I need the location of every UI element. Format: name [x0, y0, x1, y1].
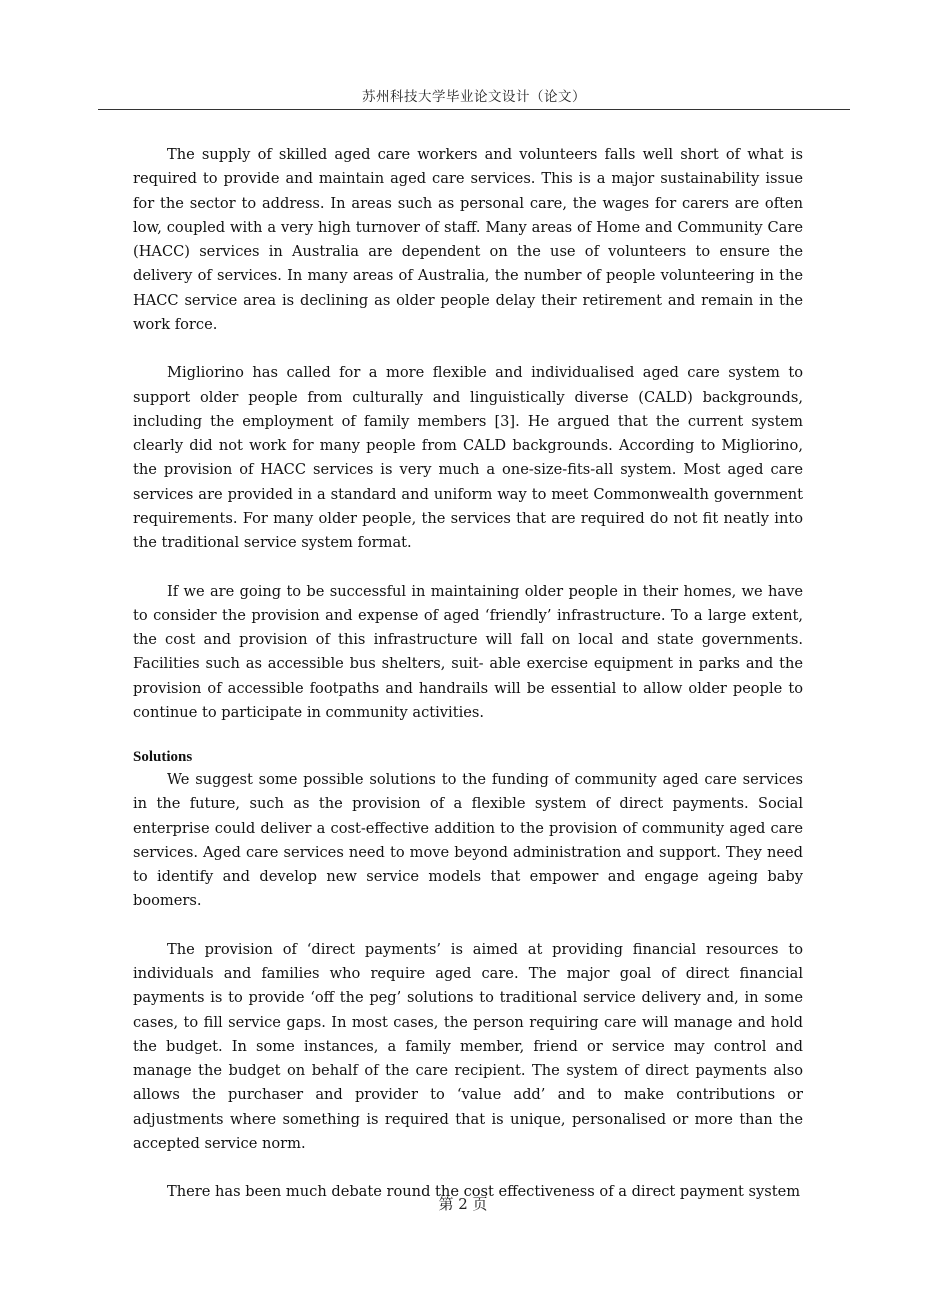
paragraph: We suggest some possible solutions to the funding of community aged care services in the future, such as the provision of a flexible system of direct payments. Social enterprise could deliver a cost-effective addition to the provision of community aged care services. Aged care services need to move beyond administration and support. They need to identify and develop new service models that empower and engage ageing baby boomers.	[133, 771, 803, 910]
paragraph: The supply of skilled aged care workers and volunteers falls well short of what is required to provide and maintain aged care services. This is a major sustainability issue for the sector to address. In areas such as personal care, the wages for carers are often low, coupled with a very high turnover of staff. Many areas of Home and Community Care (HACC) services in Australia are dependent on the use of volunteers to ensure the delivery of services. In many areas of Australia, the number of people volunteering in the HACC service area is declining as older people delay their retirement and remain in the work force.	[133, 146, 803, 333]
paragraph: The provision of ‘direct payments’ is aimed at providing financial resources to individuals and families who require aged care. The major goal of direct financial payments is to provide ‘off the peg’ solutions to traditional service delivery and, in some cases, to fill service gaps. In most cases, the person requiring care will manage and hold the budget. In some instances, a family member, friend or service may control and manage the budget on behalf of the care recipient. The system of direct payments also allows the purchaser and provider to ‘value add’ and to make contributions or adjustments where something is required that is unique, personalised or more than the accepted service norm.	[133, 940, 803, 1152]
document-body	[133, 143, 803, 1205]
paragraph: There has been much debate round the cost effectiveness of a direct payment system	[167, 1183, 801, 1201]
page-header: 苏州科技大学毕业论文设计（论文）	[362, 89, 586, 105]
paragraph: If we are going to be successful in maintaining older people in their homes, we have to consider the provision and expense of aged ‘friendly’ infrastructure. To a large extent, the cost and provision of this infrastructure will fall on local and state governments. Facilities such as accessible bus shelters, suit- able exercise equipment in parks and the provision of accessible footpaths and handrails will be essential to allow older people to continue to participate in community activities.	[133, 582, 803, 721]
paragraph: Migliorino has called for a more flexible and individualised aged care system to support older people from culturally and linguistically diverse (CALD) backgrounds, including the employment of family members [3]. He argued that the current system clearly did not work for many people from CALD backgrounds. According to Migliorino, the provision of HACC services is very much a one-size-fits-all system. Most aged care services are provided in a standard and uniform way to meet Commonwealth government requirements. For many older people, the services that are required do not fit neatly into the traditional service system format.	[133, 364, 803, 551]
section-heading: Solutions	[133, 749, 193, 765]
header-divider	[98, 109, 850, 110]
page-number: 第 2 页	[438, 1195, 488, 1213]
